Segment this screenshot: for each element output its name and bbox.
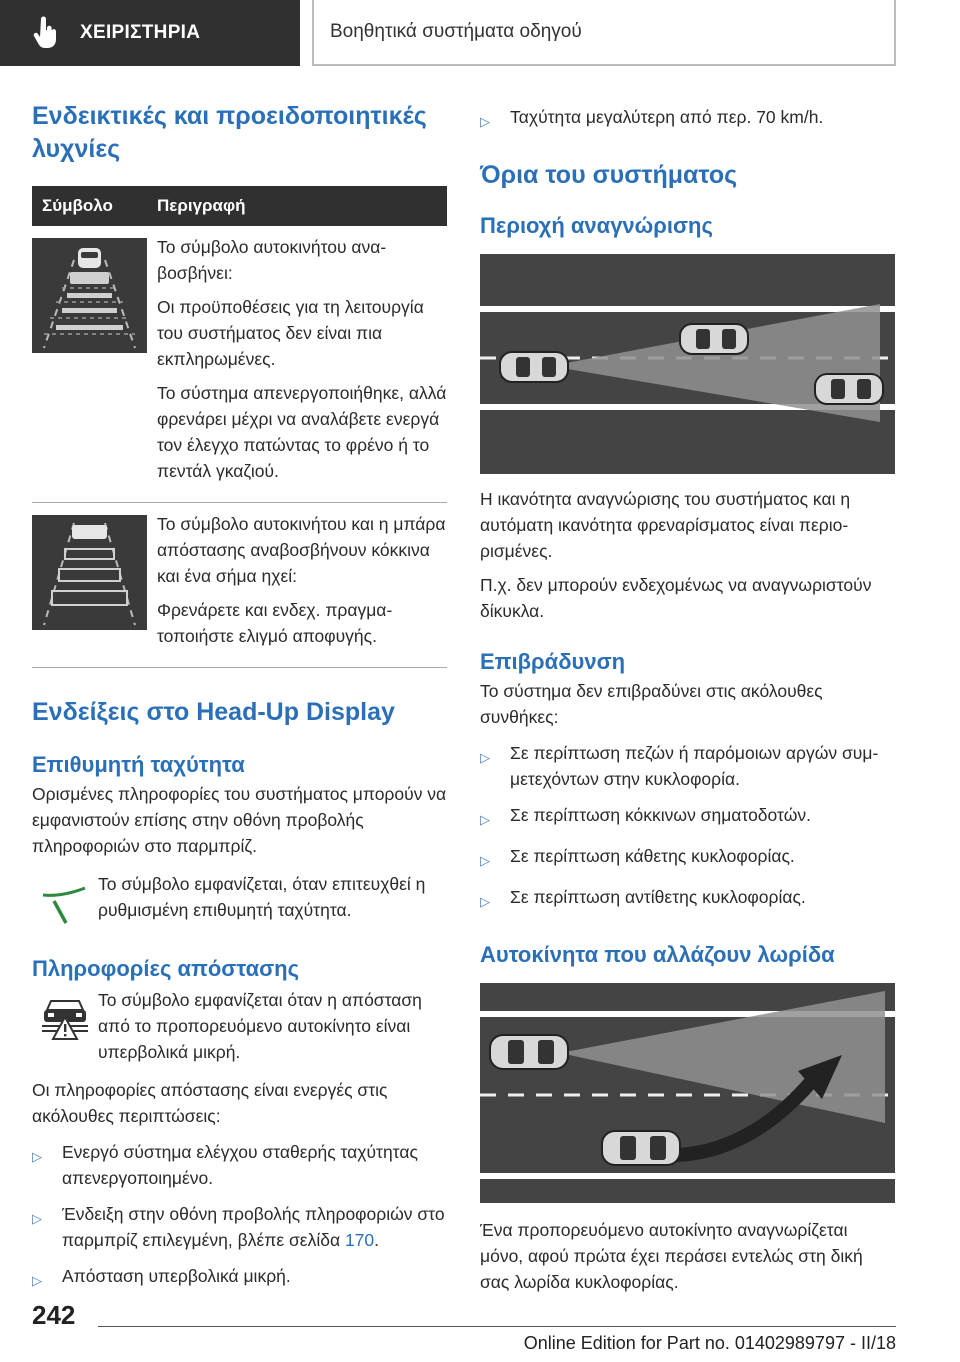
list-item: ▷ Σε περίπτωση αντίθετης κυκλοφορίας.	[480, 884, 895, 915]
distance-warning-icon-text: Το σύμβολο εμφανίζεται όταν η απόσταση από το προπορευόμενο αυτοκίνητο είναι υπερβολικά μικρή.	[98, 990, 422, 1062]
col-description: Περιγραφή	[157, 196, 246, 215]
page-number: 242	[32, 1300, 76, 1330]
bullet-triangle-icon: ▷	[480, 812, 490, 827]
page-link[interactable]: 170	[344, 1230, 375, 1250]
edition-note: Online Edition for Part no. 01402989797 - II/18	[523, 1333, 896, 1353]
car-distance-bar-icon	[32, 515, 147, 630]
section-title: Βοηθητικά συστήματα οδηγού	[312, 0, 896, 66]
list-item: ▷ Απόσταση υπερβολικά μικρή.	[32, 1263, 447, 1294]
desired-speed-intro: Ορισμένες πληροφορίες του συστήματος μπορούν να εμφανιστούν επίσης στην οθόνη προβολής πληροφοριών στο παρμπρίζ.	[32, 784, 447, 856]
row1-paragraph: Το σύστημα απενεργοποιήθηκε, αλλά φρενάρει μέχρι να αναλάβετε ενεργά τον έλεγχο πατώντας το φρένο ή το πεντάλ γκαζιού.	[157, 383, 447, 481]
symbol-table-header	[32, 186, 447, 226]
list-item: ▷ Ένδειξη στην οθόνη προβολής πληροφοριών στο παρμπρίζ επιλεγμένη, βλέπε σελίδα 170.	[32, 1201, 447, 1253]
list-item: ▷ Σε περίπτωση πεζών ή παρόμοιων αργών συμμετεχόντων στην κυκλοφορία.	[480, 740, 895, 792]
indicator-lights-heading: Ενδεικτικές και προειδοποιητικές λυχνίες	[32, 102, 427, 163]
header-tab	[0, 0, 300, 66]
distance-info-intro: Οι πληροφορίες απόστασης είναι ενεργές στις ακόλουθες περιπτώσεις:	[32, 1080, 388, 1126]
bullet-triangle-icon: ▷	[32, 1211, 42, 1226]
bullet-triangle-icon: ▷	[32, 1149, 42, 1164]
table-row	[32, 226, 447, 503]
lane-change-paragraph: Ένα προπορευόμενο αυτοκίνητο αναγνωρίζεται μόνο, αφού πρώτα έχει περάσει εντελώς στη δική σας λωρίδα κυκλοφορίας.	[480, 1220, 863, 1292]
lane-change-illustration	[480, 983, 895, 1203]
bullet-triangle-icon: ▷	[480, 750, 490, 765]
list-item: ▷ Σε περίπτωση κάθετης κυκλοφορίας.	[480, 843, 895, 874]
distance-info-heading: Πληροφορίες απόστασης	[32, 956, 300, 981]
desired-speed-icon-text: Το σύμβολο εμφανίζεται, όταν επιτευχθεί η ρυθμισμένη επιθυμητή ταχύτητα.	[98, 874, 426, 920]
desired-speed-heading: Επιθυμητή ταχύτητα	[32, 752, 245, 777]
limits-heading: Όρια του συστήματος	[480, 161, 738, 189]
car-symbol-icon	[32, 238, 147, 353]
row1-paragraph: Οι προϋποθέσεις για τη λειτουργία του συστήματος δεν είναι πια εκπληρωμένες.	[157, 297, 424, 369]
bullet-triangle-icon: ▷	[480, 894, 490, 909]
row2-paragraph: Το σύμβολο αυτοκινήτου και η μπάρα απόστασης αναβοσβήνουν κόκκινα και ένα σήμα ηχεί:	[157, 514, 446, 586]
lane-change-heading: Αυτοκίνητα που αλλάζουν λωρίδα	[480, 942, 835, 967]
detection-paragraph: Π.χ. δεν μπορούν ενδεχομένως να αναγνωριστούν δίκυκλα.	[480, 575, 872, 621]
left-column	[32, 100, 447, 1294]
bullet-triangle-icon: ▷	[480, 853, 490, 868]
bullet-triangle-icon: ▷	[32, 1273, 42, 1288]
row1-paragraph: Το σύμβολο αυτοκινήτου αναβοσβήνει:	[157, 237, 387, 283]
deceleration-intro: Το σύστημα δεν επιβραδύνει στις ακόλουθες συνθήκες:	[480, 681, 823, 727]
footer-divider	[98, 1326, 896, 1327]
hud-heading: Ενδείξεις στο Head-Up Display	[32, 698, 395, 726]
distance-warning-icon	[32, 987, 98, 1065]
row2-paragraph: Φρενάρετε και ενδεχ. πραγματοποιήστε ελιγμό αποφυγής.	[157, 600, 393, 646]
detection-paragraph: Η ικανότητα αναγνώρισης του συστήματος και η αυτόματη ικανότητα φρεναρίσματος είναι περιορισμένες.	[480, 489, 851, 561]
bullet-triangle-icon: ▷	[480, 114, 490, 129]
col-symbol: Σύμβολο	[42, 196, 113, 215]
right-column	[480, 100, 895, 1295]
table-row	[32, 503, 447, 668]
deceleration-heading: Επιβράδυνση	[480, 649, 626, 674]
list-item: ▷ Ενεργό σύστημα ελέγχου σταθερής ταχύτητας απενεργοποιημένο.	[32, 1139, 447, 1191]
detection-heading: Περιοχή αναγνώρισης	[480, 213, 713, 238]
desired-speed-icon	[32, 871, 98, 925]
detection-range-illustration	[480, 254, 895, 474]
hand-pointer-icon	[18, 0, 74, 66]
header-tab-label: ΧΕΙΡΙΣΤΗΡΙΑ	[80, 22, 201, 43]
list-item: ▷ Σε περίπτωση κόκκινων σηματοδοτών.	[480, 802, 895, 833]
list-item: ▷ Ταχύτητα μεγαλύτερη από περ. 70 km/h.	[480, 104, 895, 135]
symbol-table	[32, 186, 447, 668]
